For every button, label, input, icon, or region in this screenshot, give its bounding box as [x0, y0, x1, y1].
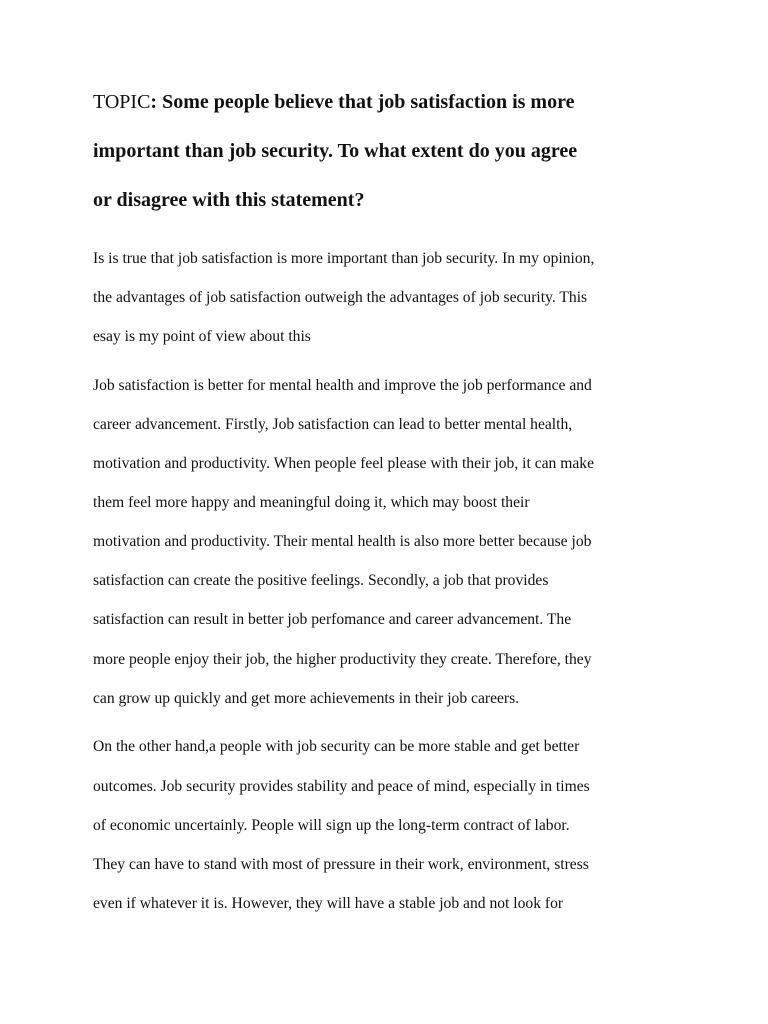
- paragraph-3-line: They can have to stand with most of pressure in their work, environment, stress: [93, 856, 589, 873]
- paragraph-2-line: them feel more happy and meaningful doing it, which may boost their: [93, 494, 530, 511]
- paragraph-2-line: satisfaction can result in better job perfomance and career advancement. The: [93, 611, 572, 628]
- paragraph-2-line: motivation and productivity. When people feel please with their job, it can make: [93, 455, 595, 472]
- paragraph-3-line: outcomes. Job security provides stability and peace of mind, especially in times: [93, 778, 590, 795]
- paragraph-2-line: career advancement. Firstly, Job satisfaction can lead to better mental health,: [93, 416, 573, 433]
- paragraph-1-line: the advantages of job satisfaction outweigh the advantages of job security. This: [93, 289, 588, 306]
- paragraph-1-line: Is is true that job satisfaction is more important than job security. In my opinion,: [93, 250, 595, 267]
- topic-line-2: important than job security. To what extent do you agree: [93, 140, 578, 162]
- topic-line-3: or disagree with this statement?: [93, 189, 365, 211]
- paragraph-2-line: motivation and productivity. Their mental health is also more better because job: [93, 533, 592, 550]
- paragraph-1-line: esay is my point of view about this: [93, 328, 311, 345]
- topic-line-1: [93, 78, 693, 127]
- paragraph-3-line: even if whatever it is. However, they will have a stable job and not look for: [93, 895, 564, 912]
- paragraph-2-line: Job satisfaction is better for mental health and improve the job performance and: [93, 377, 592, 394]
- topic-label: TOPIC: [93, 91, 151, 113]
- topic-heading: [93, 78, 693, 225]
- topic-text-1: Some people believe that job satisfaction is more: [162, 91, 575, 113]
- paragraph-3-line: of economic uncertainly. People will sign up the long-term contract of labor.: [93, 817, 570, 834]
- topic-separator: :: [150, 91, 163, 113]
- paragraph-2-line: can grow up quickly and get more achievements in their job careers.: [93, 690, 520, 707]
- paragraph-3-line: On the other hand,a people with job security can be more stable and get better: [93, 738, 580, 755]
- paragraph-2-line: satisfaction can create the positive feelings. Secondly, a job that provides: [93, 572, 549, 589]
- paragraph-2-line: more people enjoy their job, the higher productivity they create. Therefore, they: [93, 651, 592, 668]
